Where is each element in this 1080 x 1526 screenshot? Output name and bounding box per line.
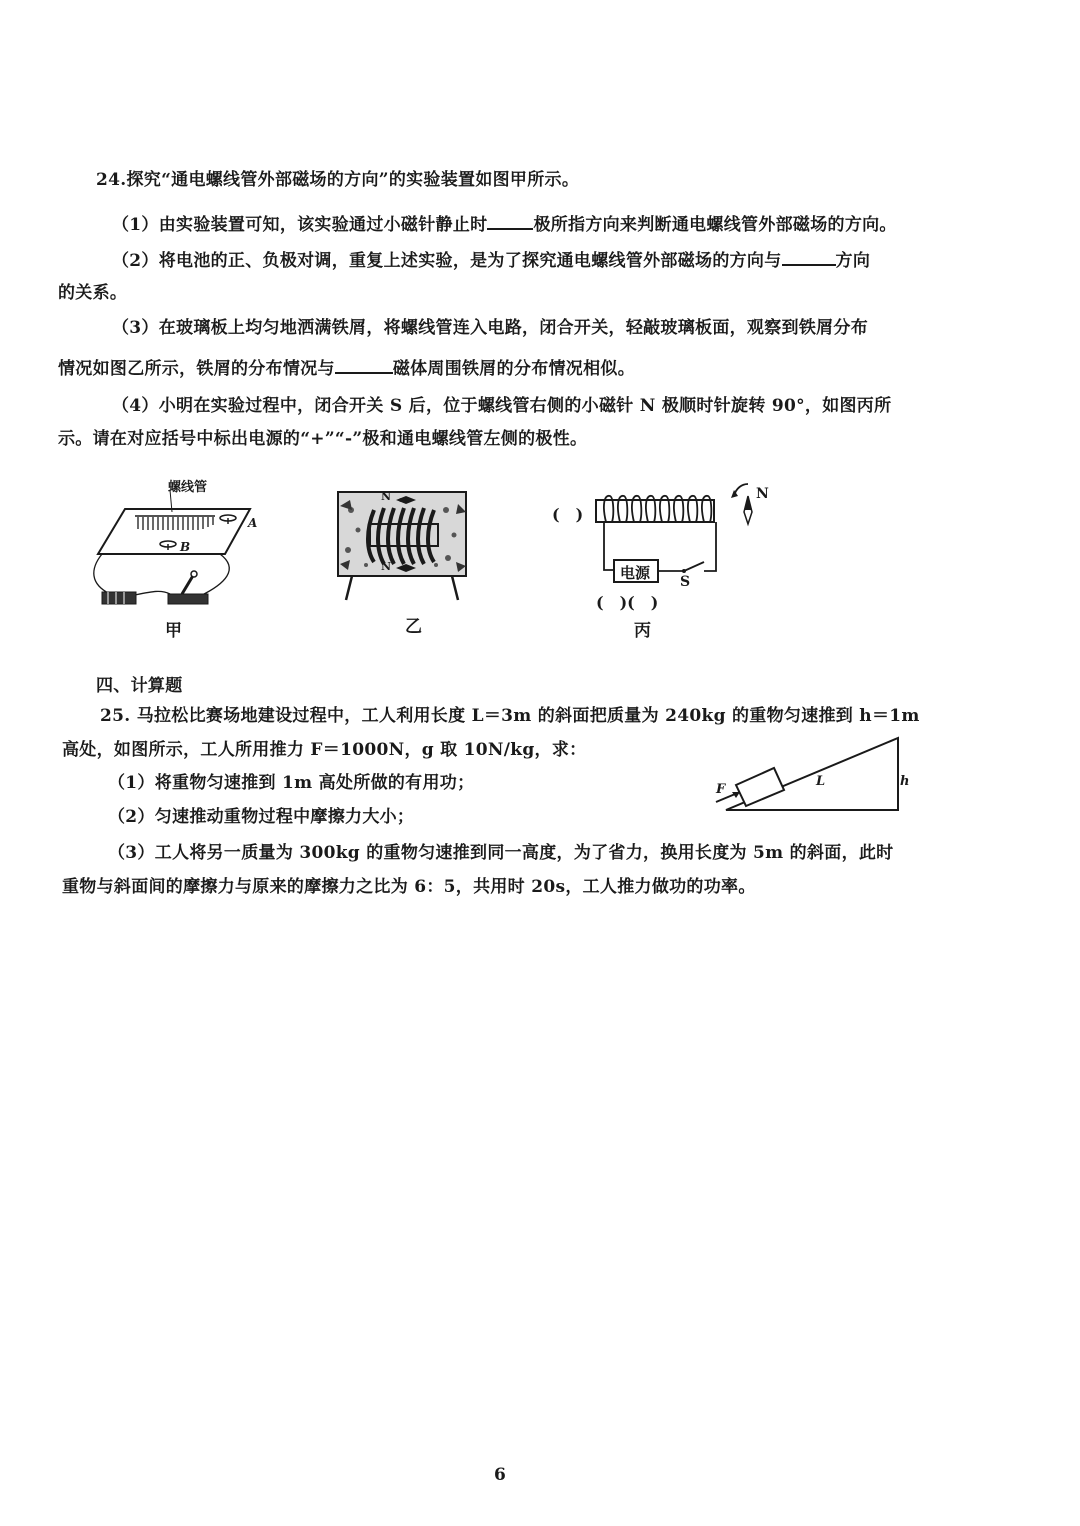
label-a: A xyxy=(248,516,258,530)
q24-part4-cont: 示。请在对应括号中标出电源的“+”“-”极和通电螺线管左侧的极性。 xyxy=(58,429,588,449)
q25-sub1: （1）将重物匀速推到 1m 高处所做的有用功； xyxy=(108,773,475,793)
q24-part3: （3）在玻璃板上均匀地洒满铁屑，将螺线管连入电路，闭合开关，轻敲玻璃板面，观察到铁屑分布 xyxy=(112,318,869,338)
q24-part4: （4）小明在实验过程中，闭合开关 S 后，位于螺线管右侧的小磁针 N 极顺时针旋转 90°，如图丙所 xyxy=(112,396,892,416)
label-length: L xyxy=(816,774,826,789)
caption-yi: 乙 xyxy=(405,617,422,637)
q24-part1-text-b: 极所指方向来判断通电螺线管外部磁场的方向。 xyxy=(533,215,897,235)
figure-bing-drawing xyxy=(548,476,778,612)
label-n-top: N xyxy=(381,490,392,503)
q25-sub3-cont: 重物与斜面间的摩擦力与原来的摩擦力之比为 6：5，共用时 20s，工人推力做功的功率。 xyxy=(62,877,756,897)
q24-part2-text-a: （2）将电池的正、负极对调，重复上述实验，是为了探究通电螺线管外部磁场的方向与 xyxy=(112,251,782,271)
answer-blank-1[interactable] xyxy=(487,214,533,230)
q24-part2-cont: 的关系。 xyxy=(58,283,128,303)
figure-jia xyxy=(90,474,265,614)
caption-bing: 丙 xyxy=(634,621,651,641)
figure-yi xyxy=(336,490,471,602)
figure-bing xyxy=(548,476,778,612)
switch-label: S xyxy=(680,574,691,590)
page-number: 6 xyxy=(494,1465,507,1485)
q25-sub2: （2）匀速推动重物过程中摩擦力大小； xyxy=(108,807,415,827)
q24-part3-text-c: 磁体周围铁屑的分布情况相似。 xyxy=(392,359,636,379)
q24-part3-text-b: 情况如图乙所示，铁屑的分布情况与 xyxy=(58,359,335,379)
label-n-needle: N xyxy=(756,486,769,502)
q24-part1 xyxy=(112,214,897,235)
label-force: F xyxy=(716,782,726,797)
label-height: h xyxy=(900,774,910,789)
q25-line2: 高处，如图所示，工人所用推力 F＝1000N，g 取 10N/kg，求： xyxy=(62,740,587,760)
q24-part1-text-a: （1）由实验装置可知，该实验通过小磁针静止时 xyxy=(112,215,488,235)
power-supply-label: 电源 xyxy=(620,564,651,582)
caption-jia: 甲 xyxy=(165,621,182,641)
paren-solenoid-left[interactable]: ( ) xyxy=(552,505,584,524)
label-solenoid: 螺线管 xyxy=(168,480,208,495)
paren-power-terminals[interactable]: ( )( ) xyxy=(596,593,659,612)
q24-part2 xyxy=(112,250,870,271)
answer-blank-2[interactable] xyxy=(782,250,836,266)
q25-line1: 25. 马拉松比赛场地建设过程中，工人利用长度 L＝3m 的斜面把质量为 240kg 的重物匀速推到 h＝1m xyxy=(100,706,920,726)
answer-blank-3[interactable] xyxy=(335,358,393,374)
figure-jia-drawing xyxy=(90,474,265,614)
figure-yi-drawing xyxy=(336,490,471,602)
incline-figure xyxy=(712,730,912,814)
incline-drawing xyxy=(712,730,912,814)
label-b: B xyxy=(180,540,191,554)
q24-part2-text-b: 方向 xyxy=(835,251,871,271)
section-heading: 四、计算题 xyxy=(96,676,183,696)
label-n-bottom: N xyxy=(381,560,392,573)
q25-sub3: （3）工人将另一质量为 300kg 的重物匀速推到同一高度，为了省力，换用长度为 5m 的斜面，此时 xyxy=(108,843,894,863)
q24-title: 24.探究“通电螺线管外部磁场的方向”的实验装置如图甲所示。 xyxy=(96,170,580,190)
q24-part3-cont xyxy=(58,358,635,379)
